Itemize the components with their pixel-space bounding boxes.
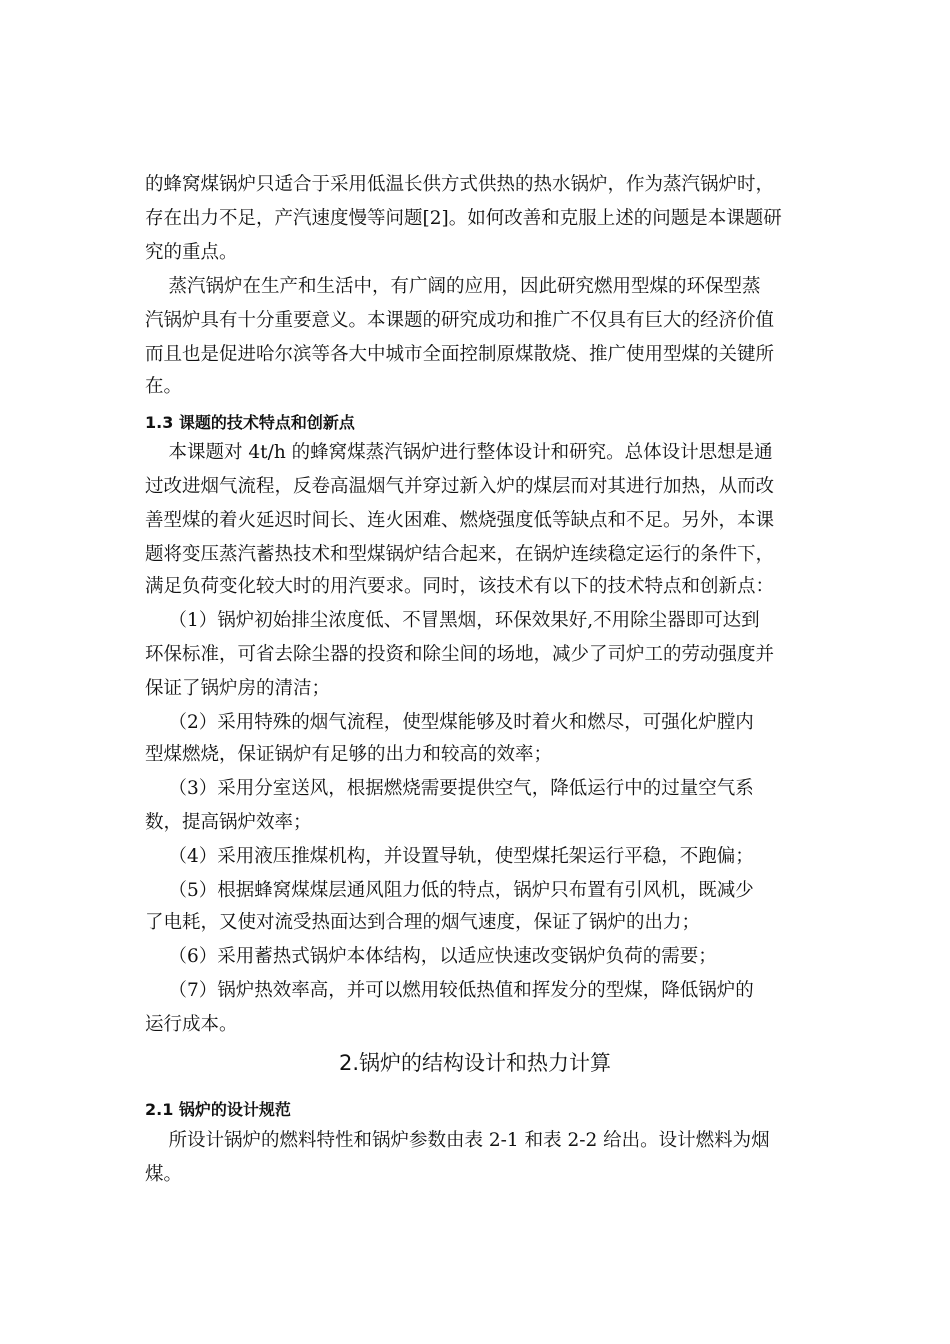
paragraph-line: 在。: [145, 376, 183, 397]
list-item-line: （1）锅炉初始排尘浓度低、不冒黑烟，环保效果好,不用除尘器即可达到: [145, 610, 760, 631]
paragraph-line: 煤。: [145, 1164, 183, 1185]
section-heading: 1.3 课题的技术特点和创新点: [145, 413, 355, 432]
paragraph-line: 所设计锅炉的燃料特性和锅炉参数由表 2-1 和表 2-2 给出。设计燃料为烟: [145, 1130, 770, 1151]
list-item-line: 保证了锅炉房的清洁；: [145, 678, 331, 699]
paragraph-line: 过改进烟气流程，反卷高温烟气并穿过新入炉的煤层而对其进行加热，从而改: [145, 476, 775, 497]
paragraph-line: 而且也是促进哈尔滨等各大中城市全面控制原煤散烧、推广使用型煤的关键所: [145, 344, 775, 365]
list-item-line: （4）采用液压推煤机构，并设置导轨，使型煤托架运行平稳，不跑偏；: [145, 846, 754, 867]
list-item-line: 数，提高锅炉效率；: [145, 812, 312, 833]
paragraph-line: 本课题对 4t/h 的蜂窝煤蒸汽锅炉进行整体设计和研究。总体设计思想是通: [145, 442, 773, 463]
paragraph-line: 汽锅炉具有十分重要意义。本课题的研究成功和推广不仅具有巨大的经济价值: [145, 310, 775, 331]
list-item-line: （5）根据蜂窝煤煤层通风阻力低的特点，锅炉只布置有引风机，既减少: [145, 880, 754, 901]
paragraph-line: 蒸汽锅炉在生产和生活中，有广阔的应用，因此研究燃用型煤的环保型蒸: [145, 276, 761, 297]
chapter-heading: 2.锅炉的结构设计和热力计算: [338, 1051, 612, 1075]
paragraph-line: 的蜂窝煤锅炉只适合于采用低温长供方式供热的热水锅炉，作为蒸汽锅炉时，: [145, 174, 775, 195]
paragraph-line: 满足负荷变化较大时的用汽要求。同时，该技术有以下的技术特点和创新点：: [145, 576, 775, 597]
paragraph-line: 题将变压蒸汽蓄热技术和型煤锅炉结合起来，在锅炉连续稳定运行的条件下，: [145, 544, 775, 565]
list-item-line: 型煤燃烧，保证锅炉有足够的出力和较高的效率；: [145, 744, 553, 765]
list-item-line: 运行成本。: [145, 1014, 238, 1035]
list-item-line: （3）采用分室送风，根据燃烧需要提供空气，降低运行中的过量空气系: [145, 778, 754, 799]
list-item-line: （6）采用蓄热式锅炉本体结构，以适应快速改变锅炉负荷的需要；: [145, 946, 717, 967]
list-item-line: （2）采用特殊的烟气流程，使型煤能够及时着火和燃尽，可强化炉膛内: [145, 712, 754, 733]
list-item-line: 了电耗，又使对流受热面达到合理的烟气速度，保证了锅炉的出力；: [145, 912, 701, 933]
paragraph-line: 善型煤的着火延迟时间长、连火困难、燃烧强度低等缺点和不足。另外，本课: [145, 510, 775, 531]
paragraph-line: 究的重点。: [145, 242, 238, 263]
section-heading: 2.1 锅炉的设计规范: [145, 1100, 291, 1119]
list-item-line: （7）锅炉热效率高，并可以燃用较低热值和挥发分的型煤，降低锅炉的: [145, 980, 754, 1001]
list-item-line: 环保标准，可省去除尘器的投资和除尘间的场地，减少了司炉工的劳动强度并: [145, 644, 775, 665]
paragraph-line: 存在出力不足，产汽速度慢等问题[2]。如何改善和克服上述的问题是本课题研: [145, 208, 782, 229]
